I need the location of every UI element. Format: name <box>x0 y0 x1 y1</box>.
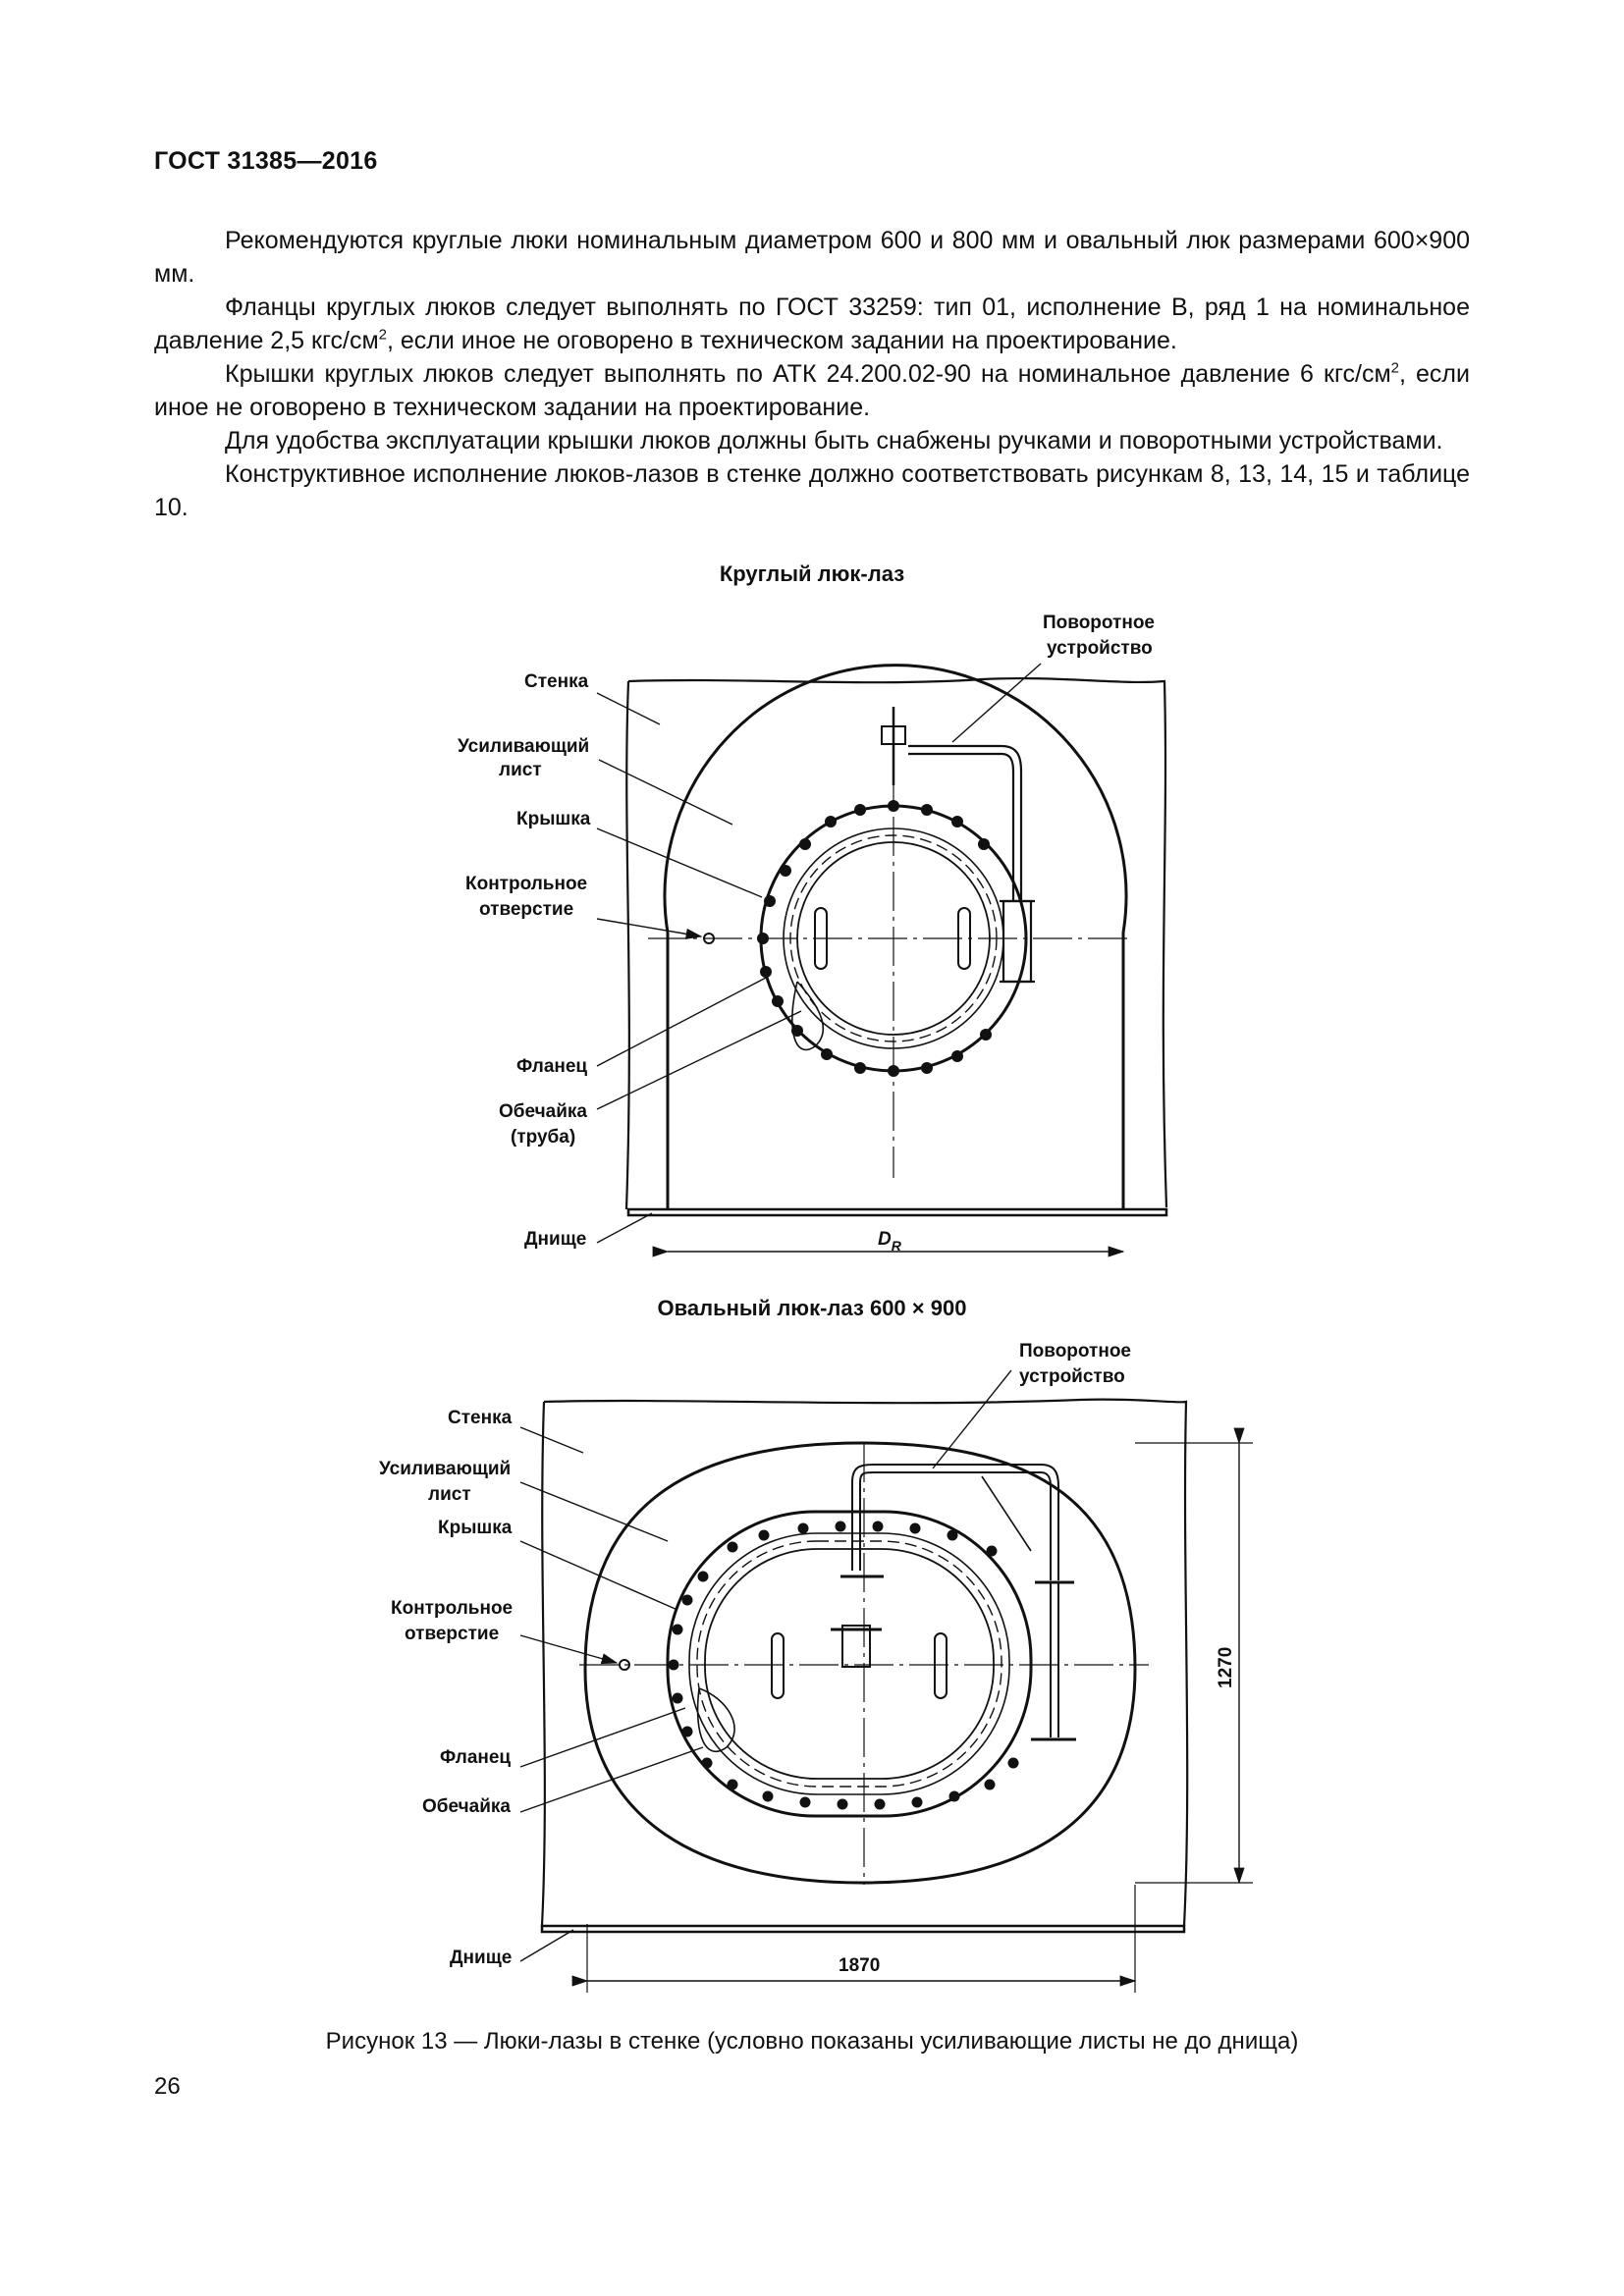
fig2-flange <box>668 1512 1031 1816</box>
fig2-wall-outline <box>542 1400 1187 1926</box>
fig2-label-cover: Крышка <box>438 1518 513 1538</box>
fig2-label-bottom: Днище <box>450 1948 513 1968</box>
paragraph-2: Фланцы круглых люков следует выполнять по ГОСТ 33259: тип 01, исполнение В, ряд 1 на номинальное давление 2,5 кгс/$см^2$, если иное не оговорено в техническом задании на проектирование. <box>154 294 1470 354</box>
fig2-label-control-1: Контрольное <box>391 1598 514 1619</box>
paragraph-1: Рекомендуются круглые люки номинальным диаметром 600 и 800 мм и овальный люк размерами 600×900 мм. <box>154 227 1470 288</box>
fig2-label-wall: Стенка <box>448 1408 513 1428</box>
fig2-label-reinforcing-2: лист <box>428 1484 471 1505</box>
paragraph-4: Для удобства эксплуатации крышки люков должны быть снабжены ручками и поворотными устройствами. <box>225 427 1443 454</box>
figure2-title: Овальный люк-лаз 600 × 900 <box>657 1296 967 1320</box>
fig1-label-flange: Фланец <box>516 1056 588 1077</box>
figure2-drawing <box>520 1370 1253 1993</box>
fig1-label-rotary-1: Поворотное <box>1043 613 1155 633</box>
fig1-label-reinforcing-2: лист <box>499 760 542 780</box>
fig1-label-control-2: отверстие <box>479 899 574 920</box>
paragraph-5: Конструктивное исполнение люков-лазов в стенке должно соответствовать рисункам 8, 13, 14, 15 и таблице 10. <box>154 460 1470 521</box>
fig2-label-rotary-1: Поворотное <box>1019 1341 1131 1362</box>
figure1-title: Круглый люк-лаз <box>719 561 905 586</box>
fig2-bottom-plate <box>542 1926 1184 1932</box>
fig1-label-reinforcing-1: Усиливающий <box>458 736 590 757</box>
page-number: 26 <box>154 2073 181 2100</box>
fig2-handle-right <box>935 1633 947 1698</box>
fig2-label-reinforcing-1: Усиливающий <box>379 1459 512 1479</box>
paragraph-3: Крышки круглых люков следует выполнять по АТК 24.200.02-90 на номинальное давление 6 кгс/$см^2$, если иное не оговорено в техническом задании на проектирование. <box>154 359 1470 421</box>
figure1-drawing <box>597 664 1166 1252</box>
fig2-label-control-2: отверстие <box>405 1624 500 1644</box>
fig1-label-wall: Стенка <box>524 671 589 692</box>
fig2-dim-width: 1870 <box>839 1955 881 1976</box>
fig1-dim-d: $D_R$ <box>878 1229 901 1254</box>
fig1-label-rotary-2: устройство <box>1047 638 1153 659</box>
fig2-dim-height: 1270 <box>1216 1646 1236 1688</box>
fig1-bottom-plate <box>628 1209 1166 1215</box>
fig2-label-rotary-2: устройство <box>1019 1366 1125 1387</box>
fig1-label-shell-2: (труба) <box>511 1127 576 1148</box>
fig2-label-flange: Фланец <box>440 1747 512 1768</box>
fig1-label-bottom: Днище <box>524 1229 587 1250</box>
fig1-label-cover: Крышка <box>516 809 591 829</box>
fig2-shell <box>705 1549 994 1779</box>
fig1-reinforcing-plate <box>665 666 1126 1209</box>
fig2-handle-left <box>772 1633 784 1698</box>
fig2-rotary-device <box>852 1465 1058 1580</box>
fig2-label-shell: Обечайка <box>422 1796 511 1817</box>
fig1-rotary-device <box>908 746 1021 901</box>
fig1-label-shell-1: Обечайка <box>499 1101 587 1122</box>
fig1-label-control-1: Контрольное <box>465 874 588 894</box>
figure-caption: Рисунок 13 — Люки-лазы в стенке (условно показаны усиливающие листы не до днища) <box>325 2028 1299 2055</box>
document-header: ГОСТ 31385—2016 <box>154 147 378 175</box>
